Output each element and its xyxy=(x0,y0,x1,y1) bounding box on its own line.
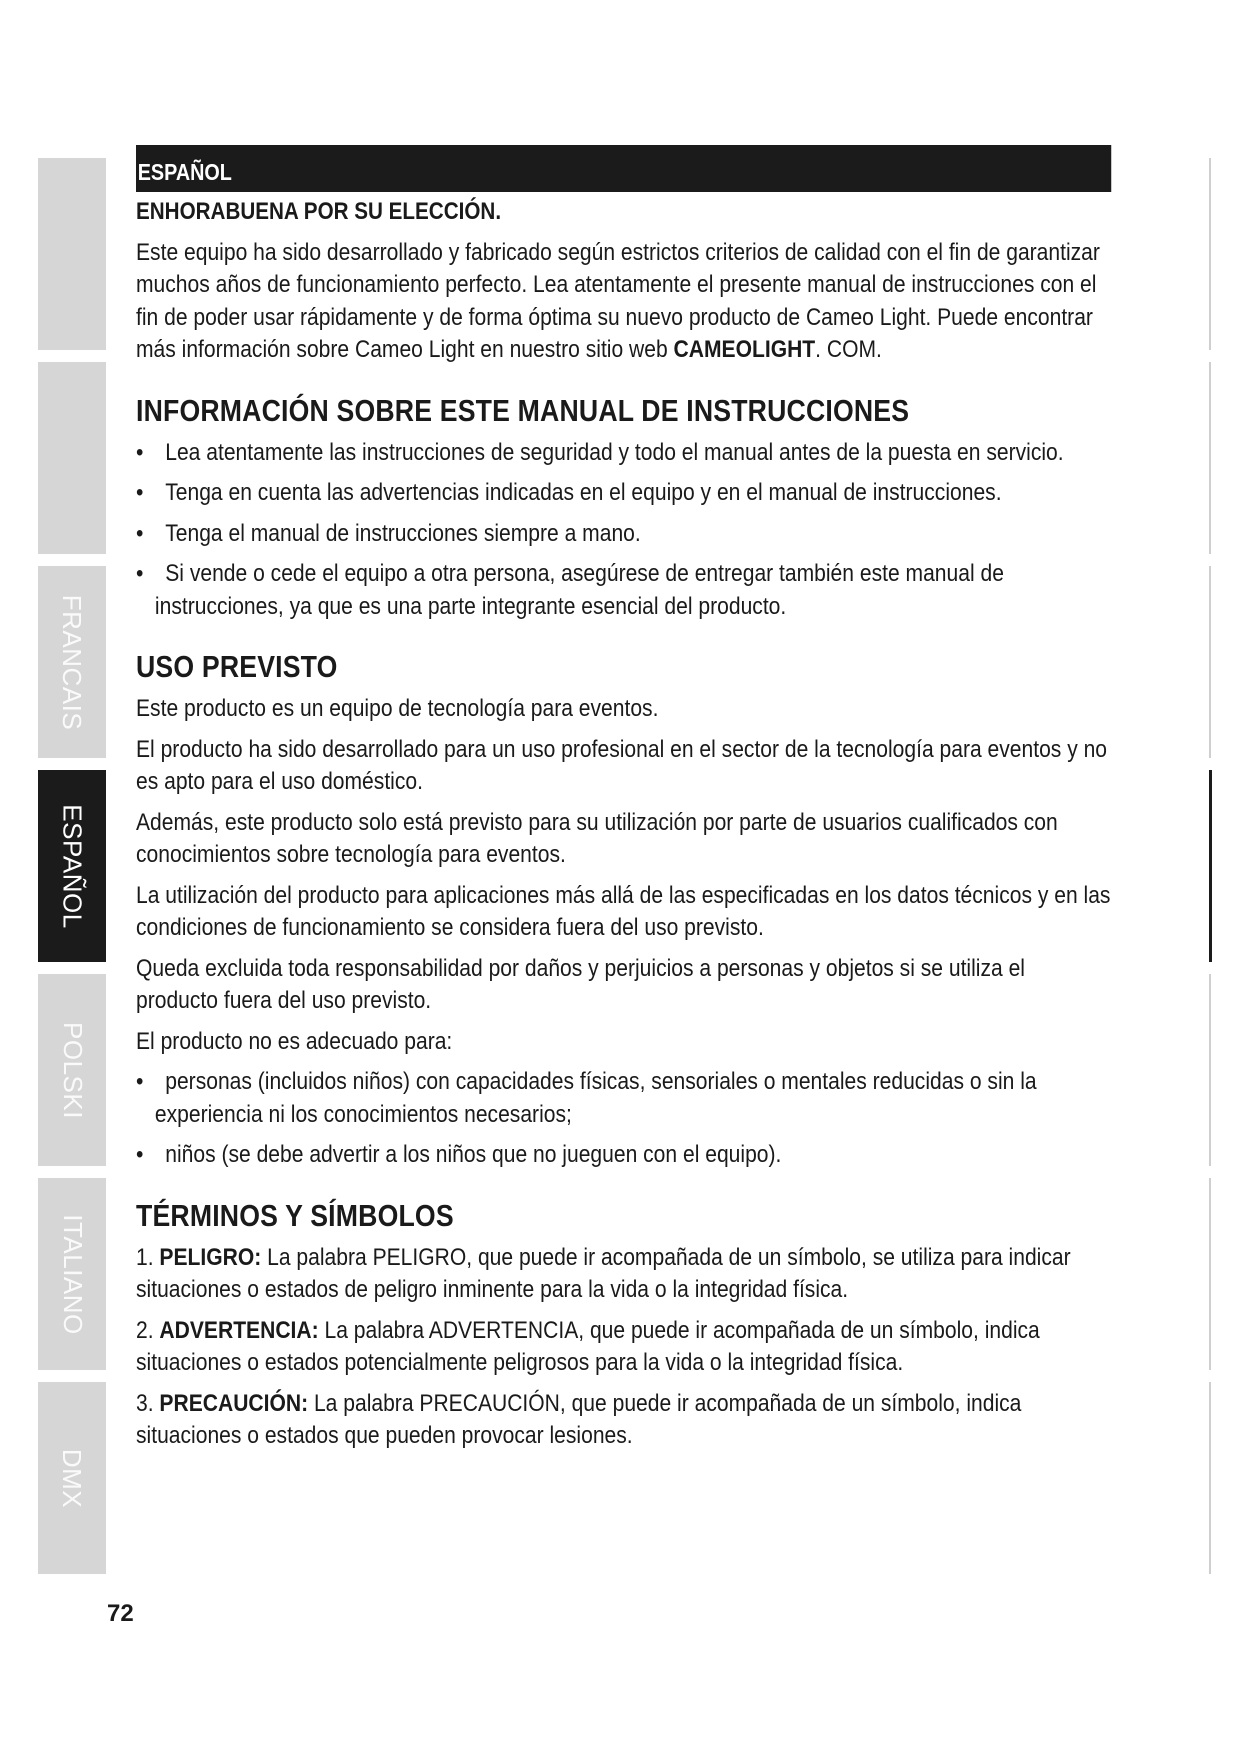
list-item-text: Tenga el manual de instrucciones siempre a mano. xyxy=(165,519,641,547)
side-tab-deutsch-english[interactable] xyxy=(38,362,106,554)
term-item xyxy=(136,1242,1111,1307)
term-item xyxy=(136,1388,1111,1453)
side-tab-label: DMX xyxy=(57,1448,88,1508)
use-paragraph: El producto no es adecuado para: xyxy=(136,1027,453,1055)
intro-tail: . COM. xyxy=(815,336,882,363)
right-rule xyxy=(1209,1382,1211,1574)
list-item-text: Tenga en cuenta las advertencias indicadas en el equipo y en el manual de instrucciones. xyxy=(165,479,1002,506)
page-content xyxy=(136,145,1111,1461)
term-name: PRECAUCIÓN: xyxy=(159,1389,309,1417)
right-rule-active xyxy=(1209,770,1212,962)
term-number: 1. xyxy=(136,1243,154,1271)
side-tab-label: ESPAÑOL xyxy=(57,803,88,929)
bullet: • xyxy=(136,479,144,506)
list-item-text: Lea atentamente las instrucciones de seguridad y todo el manual antes de la puesta en servicio. xyxy=(165,438,1064,466)
side-tab-espanol[interactable] xyxy=(38,770,106,962)
bullet: • xyxy=(136,1068,144,1095)
side-tab-francais[interactable] xyxy=(38,566,106,758)
side-tab-label: ITALIANO xyxy=(57,1213,88,1335)
website-link[interactable]: CAMEOLIGHT xyxy=(673,336,816,363)
right-rule xyxy=(1209,566,1211,758)
term-name: PELIGRO: xyxy=(159,1243,262,1271)
list-item-text: Si vende o cede el equipo a otra persona, asegúrese de entregar también este manual de instrucciones, ya que es una parte integrante esencial del producto. xyxy=(154,560,1004,620)
bullet: • xyxy=(136,438,144,466)
side-tab-polski[interactable] xyxy=(38,974,106,1166)
term-text: La palabra ADVERTENCIA, que puede ir acompañada de un símbolo, indica situaciones o estados potencialmente peligrosos para la vida o la integridad física. xyxy=(136,1316,1040,1376)
list-item xyxy=(136,1066,1111,1131)
right-rule xyxy=(1209,1178,1211,1370)
term-name: ADVERTENCIA: xyxy=(159,1316,319,1344)
intro-text: Este equipo ha sido desarrollado y fabricado según estrictos criterios de calidad con el fin de garantizar muchos años de funcionamiento perfecto. Lea atentamente el presente manual de instrucciones con el fin de poder usar rápidamente y de forma óptima su nuevo producto de Cameo Light. Puede encontrar más información sobre Cameo Light en nuestro sitio web xyxy=(136,238,1100,363)
use-paragraph: Además, este producto solo está previsto para su utilización por parte de usuarios cualificados con conocimientos sobre tecnología para eventos. xyxy=(136,808,1058,868)
right-rule xyxy=(1209,974,1211,1166)
side-tab-dmx[interactable] xyxy=(38,1382,106,1574)
list-item xyxy=(136,437,1111,470)
bullet: • xyxy=(136,519,144,547)
use-paragraph: Este producto es un equipo de tecnología para eventos. xyxy=(136,695,659,722)
right-rule xyxy=(1209,158,1211,350)
term-text: La palabra PRECAUCIÓN, que puede ir acompañada de un símbolo, indica situaciones o estados que pueden provocar lesiones. xyxy=(136,1389,1022,1449)
side-tab-label: POLSKI xyxy=(57,1021,88,1119)
list-item xyxy=(136,1139,1111,1172)
term-number: 2. xyxy=(136,1316,154,1344)
language-bar: ESPAÑOL xyxy=(136,145,1111,192)
term-text: La palabra PELIGRO, que puede ir acompañada de un símbolo, se utiliza para indicar situaciones o estados de peligro inminente para la vida o la integridad física. xyxy=(136,1243,1071,1303)
not-suitable-list xyxy=(136,1066,1111,1172)
list-item-text: niños (se debe advertir a los niños que no jueguen con el equipo). xyxy=(165,1141,782,1168)
list-item-text: personas (incluidos niños) con capacidades físicas, sensoriales o mentales reducidas o sin la experiencia ni los conocimientos necesarios; xyxy=(154,1068,1037,1128)
bullet: • xyxy=(136,560,144,587)
side-tab-blank xyxy=(38,158,106,350)
page-number: 72 xyxy=(107,1600,134,1627)
congrats-heading: ENHORABUENA POR SU ELECCIÓN. xyxy=(136,198,502,225)
use-paragraph: El producto ha sido desarrollado para un uso profesional en el sector de la tecnología para eventos y no es apto para el uso doméstico. xyxy=(136,735,1108,795)
intended-use-heading: USO PREVISTO xyxy=(136,649,338,684)
list-item xyxy=(136,558,1111,623)
manual-info-list xyxy=(136,437,1111,624)
term-item xyxy=(136,1315,1111,1380)
side-tab-italiano[interactable] xyxy=(38,1178,106,1370)
bullet: • xyxy=(136,1141,144,1168)
list-item xyxy=(136,477,1111,510)
manual-info-heading: INFORMACIÓN SOBRE ESTE MANUAL DE INSTRUCCIONES xyxy=(136,392,910,428)
terms-heading: TÉRMINOS Y SÍMBOLOS xyxy=(136,1197,454,1233)
intro-paragraph xyxy=(136,237,1111,367)
right-rule xyxy=(1209,362,1211,554)
use-paragraph: La utilización del producto para aplicaciones más allá de las especificadas en los datos técnicos y en las condiciones de funcionamiento se considera fuera del uso previsto. xyxy=(136,881,1111,941)
use-paragraph: Queda excluida toda responsabilidad por daños y perjuicios a personas y objetos si se utiliza el producto fuera del uso previsto. xyxy=(136,954,1025,1014)
term-number: 3. xyxy=(136,1389,154,1417)
list-item xyxy=(136,518,1111,551)
side-tab-label: FRANCAIS xyxy=(57,594,88,730)
